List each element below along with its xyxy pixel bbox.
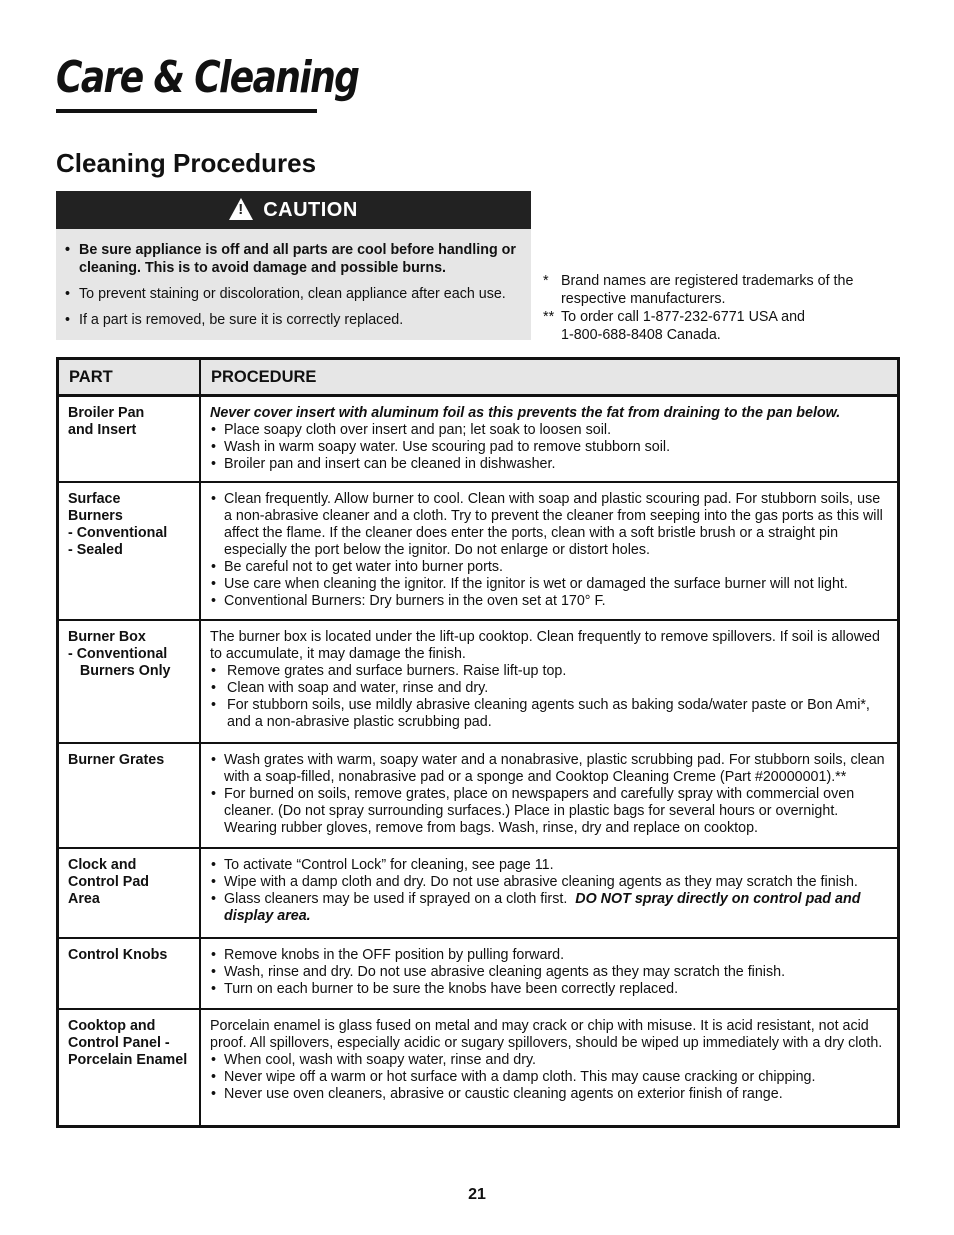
procedure-bullet [210,891,888,925]
caution-list [56,229,531,329]
procedure-bullet: • Remove grates and surface burners. Raise lift-up top. [210,663,888,680]
procedure-cell [200,743,899,848]
procedure-cell [200,1009,899,1126]
table-row [58,396,899,483]
header-rule [56,109,317,113]
procedure-intro: The burner box is located under the lift-up cooktop. Clean frequently to remove spillovers. If soil is allowed to accumulate, it may damage the finish. [210,629,880,662]
column-header-part: PART [58,359,201,396]
caution-item: • If a part is removed, be sure it is correctly replaced. [64,311,519,329]
part-name: Cooktop and Control Panel - Porcelain Enamel [68,1018,188,1068]
part-name: Control Knobs [68,947,168,963]
table-row [58,482,899,620]
procedure-bullet: • Wash in warm soapy water. Use scouring pad to remove stubborn soil. [210,439,888,456]
procedure-bullet: • Place soapy cloth over insert and pan; let soak to loosen soil. [210,422,888,439]
procedure-bullet: • To activate “Control Lock” for cleaning, see page 11. [210,857,888,874]
table-row [58,938,899,1009]
procedure-bullet: • Conventional Burners: Dry burners in the oven set at 170° F. [210,593,888,610]
procedure-cell [200,848,899,938]
procedure-bullet: • Wipe with a damp cloth and dry. Do not use abrasive cleaning agents as they may scratch the finish. [210,874,888,891]
procedure-bullet: • Clean with soap and water, rinse and dry. [210,680,888,697]
procedure-cell [200,620,899,743]
footnote-text: To order call 1-877-232-6771 USA and [561,309,805,325]
table-row [58,848,899,938]
procedure-bullet: • Be careful not to get water into burner ports. [210,559,888,576]
procedure-cell [200,396,899,483]
procedure-bullet: • Wash, rinse and dry. Do not use abrasive cleaning agents as they may scratch the finish. [210,964,888,981]
section-title: Cleaning Procedures [56,148,317,178]
table-header-row [58,359,899,396]
procedure-bullet: • For burned on soils, remove grates, place on newspapers and carefully spray with commercial oven cleaner. (Do not spray surrounding surfaces.) Place in plastic bags for several hours or overnight. Wearing rubber gloves, remove from bags. Wash, rinse, dry and replace on cooktop. [210,786,888,837]
procedure-text: Glass cleaners may be used if sprayed on a cloth first. [224,891,568,907]
column-header-procedure: PROCEDURE [200,359,899,396]
procedure-intro: Porcelain enamel is glass fused on metal and may crack or chip with misuse. It is acid resistant, not acid proof. All spillovers, especially acidic or sugary spillovers, should be wiped up immediately with a dry cloth. [210,1018,883,1051]
procedure-bullet: • Wash grates with warm, soapy water and a nonabrasive, plastic scrubbing pad. For stubborn soils, clean with a soap-filled, nonabrasive pad or a sponge and Cooktop Cleaning Creme (Part #20000001).** [210,752,888,786]
table-row [58,743,899,848]
warning-triangle-icon: ! [229,198,253,220]
procedure-bullet: • For stubborn soils, use mildly abrasive cleaning agents such as baking soda/water paste or Bon Ami*, and a non-abrasive plastic scrubbing pad. [210,697,888,731]
table-row [58,1009,899,1126]
procedure-cell [200,938,899,1009]
procedure-bullet: • Never wipe off a warm or hot surface with a damp cloth. This may cause cracking or chipping. [210,1069,888,1086]
procedure-bullet: • Turn on each burner to be sure the knobs have been correctly replaced. [210,981,888,998]
footnotes [543,272,903,344]
part-name: Broiler Pan and Insert [68,405,145,438]
page-number: 21 [468,1186,486,1203]
procedure-emphasis: DO NOT spray directly on control pad and display area. [224,891,861,924]
procedure-warning: Never cover insert with aluminum foil as this prevents the fat from draining to the pan below. [210,405,841,421]
part-name: Burner Box - Conventional Burners Only [68,629,171,679]
footnote-trademark [543,272,903,308]
header-title: Care & Cleaning [56,52,359,103]
caution-label: CAUTION [263,198,358,221]
part-name: Surface Burners - Conventional - Sealed [68,491,168,558]
procedure-bullet: • Remove knobs in the OFF position by pulling forward. [210,947,888,964]
footnote-order-line2: 1-800-688-8408 Canada. [561,327,721,343]
procedure-bullet: • Broiler pan and insert can be cleaned in dishwasher. [210,456,888,473]
part-name: Burner Grates [68,752,165,768]
procedure-bullet: • When cool, wash with soapy water, rinse and dry. [210,1052,888,1069]
footnote-mark: * [543,273,549,289]
procedure-table [56,357,900,1128]
caution-bar [56,191,531,229]
footnote-mark: ** [543,309,555,325]
procedure-cell [200,482,899,620]
procedure-bullet: • Use care when cleaning the ignitor. If the ignitor is wet or damaged the surface burner will not light. [210,576,888,593]
footnote-order [543,308,903,326]
part-name: Clock and Control Pad Area [68,857,150,907]
caution-box [56,191,531,340]
procedure-bullet: • Clean frequently. Allow burner to cool. Clean with soap and plastic scouring pad. For stubborn soils, use a non-abrasive cleaner and a cloth. Try to prevent the cleaner from seeping into the gas ports as this will affect the flame. If the cleaner does enter the ports, clean with a soft bristle brush or a straight pin especially the port below the ignitor. Do not enlarge or distort holes. [210,491,888,559]
caution-item: • Be sure appliance is off and all parts are cool before handling or cleaning. This is to avoid damage and possible burns. [64,241,519,277]
table-row [58,620,899,743]
procedure-bullet: • Never use oven cleaners, abrasive or caustic cleaning agents on exterior finish of range. [210,1086,888,1103]
caution-item: • To prevent staining or discoloration, clean appliance after each use. [64,285,519,303]
footnote-text: Brand names are registered trademarks of the respective manufacturers. [561,273,854,307]
